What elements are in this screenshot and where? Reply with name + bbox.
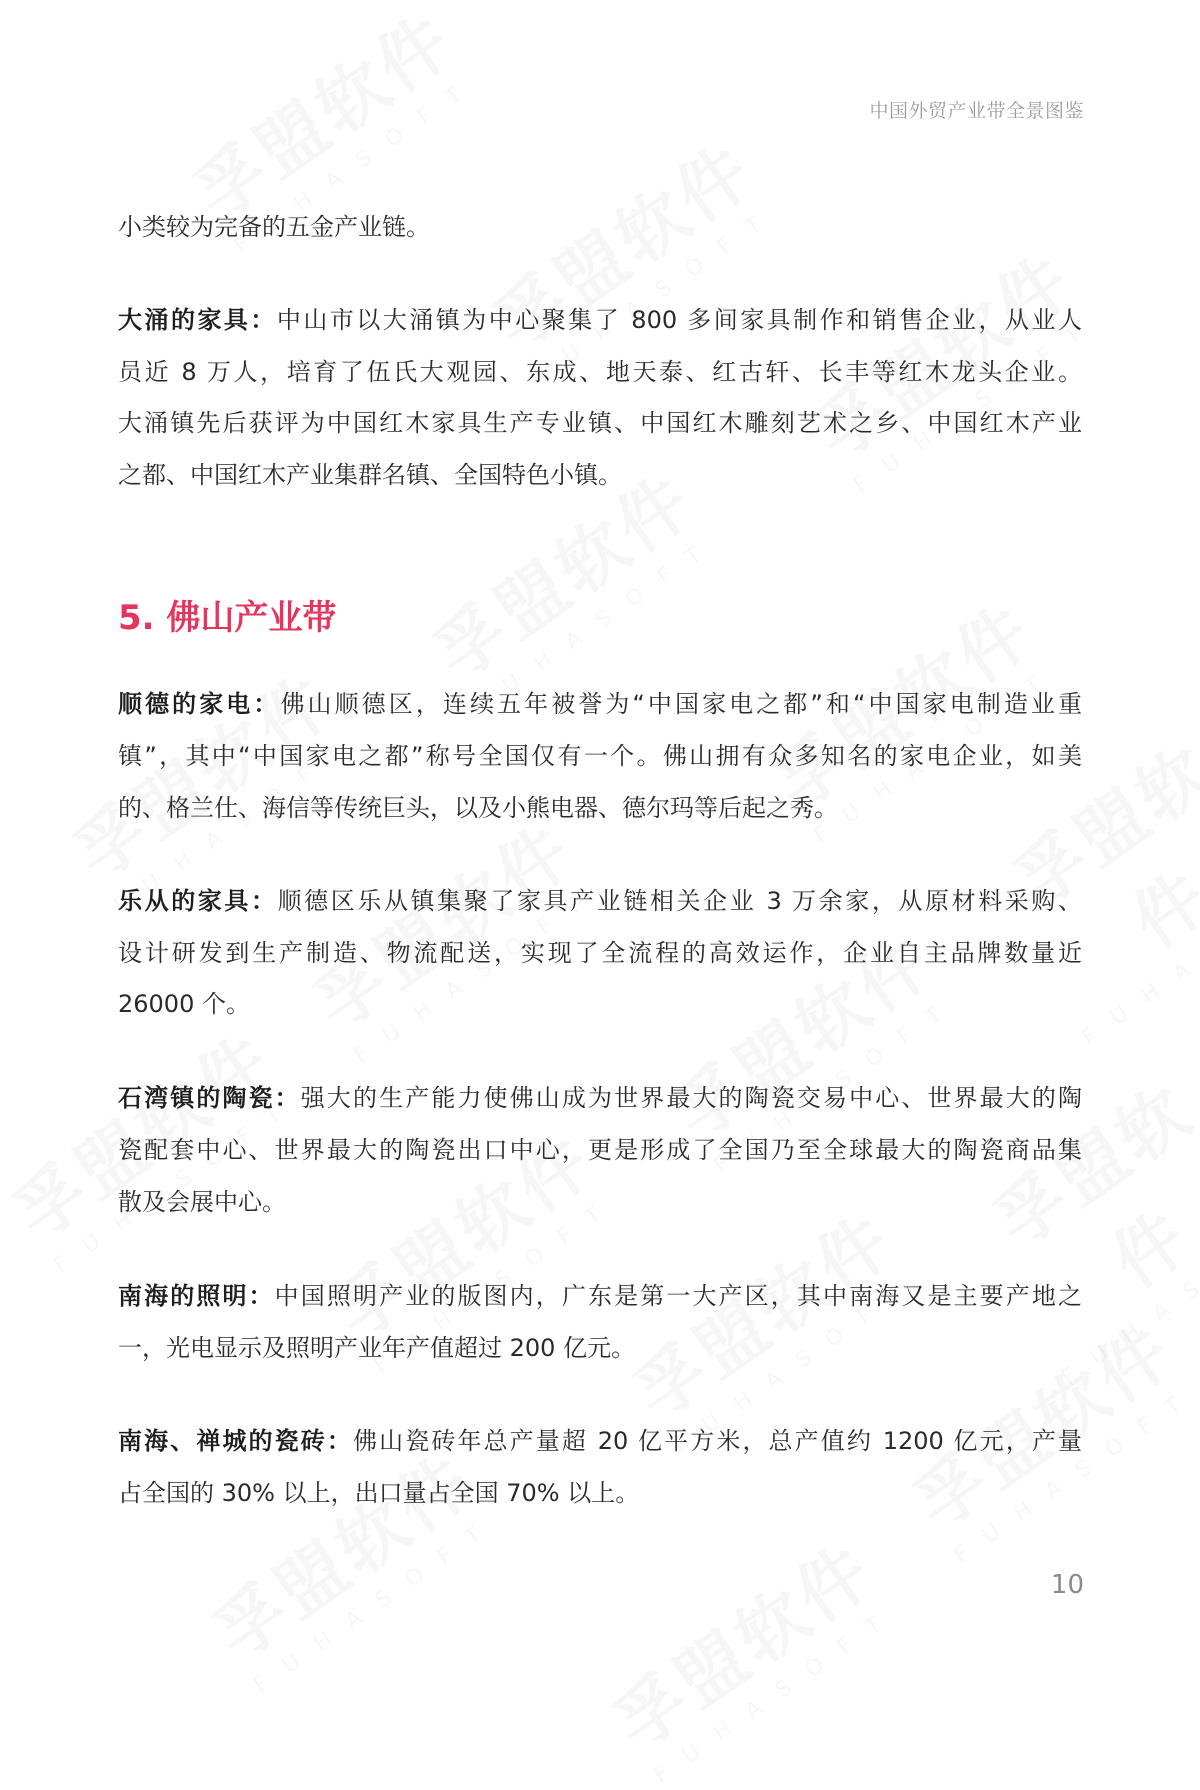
paragraph-line: 散及会展中心。 <box>118 1188 286 1216</box>
paragraph-label: 石湾镇的陶瓷： <box>118 1084 301 1112</box>
running-header: 中国外贸产业带全景图鉴 <box>869 100 1084 122</box>
paragraph-line: 南海的照明：中国照明产业的版图内，广东是第一大产区，其中南海又是主要产地之 <box>118 1282 1083 1310</box>
watermark <box>611 1187 926 1460</box>
paragraph-line: 员近 8 万人，培育了伍氏大观园、东成、地天泰、红古轩、长丰等红木龙头企业。 <box>118 358 1082 386</box>
paragraph-label: 乐从的家具： <box>118 887 278 915</box>
paragraph-line: 占全国的 30% 以上，出口量占全国 70% 以上。 <box>118 1479 640 1507</box>
watermark <box>51 647 366 920</box>
paragraph-line: 乐从的家具：顺德区乐从镇集聚了家具产业链相关企业 3 万余家，从原材料采购、 <box>118 887 1082 915</box>
paragraph-line: 顺德的家电：佛山顺德区，连续五年被誉为“中国家电之都”和“中国家电制造业重 <box>118 690 1082 718</box>
watermark <box>471 117 786 390</box>
paragraph-line: 大涌镇先后获评为中国红木家具生产专业镇、中国红木雕刻艺术之乡、中国红木产业 <box>118 409 1082 437</box>
watermark <box>191 1427 506 1700</box>
section-heading: 5. 佛山产业带 <box>118 598 337 638</box>
paragraph-label: 南海、禅城的瓷砖： <box>118 1427 353 1455</box>
paragraph-line: 一，光电显示及照明产业年产值超过 200 亿元。 <box>118 1334 636 1362</box>
paragraph-line: 之都、中国红木产业集群名镇、全国特色小镇。 <box>118 461 622 489</box>
paragraph-line: 的、格兰仕、海信等传统巨头，以及小熊电器、德尔玛等后起之秀。 <box>118 794 838 822</box>
page-number: 10 <box>1050 1570 1084 1600</box>
paragraph-line: 设计研发到生产制造、物流配送，实现了全流程的高效运作，企业自主品牌数量近 <box>118 939 1082 967</box>
paragraph-label: 大涌的家具： <box>118 306 277 334</box>
paragraph-line: 南海、禅城的瓷砖：佛山瓷砖年总产量超 20 亿平方米，总产值约 1200 亿元，产量 <box>118 1427 1082 1455</box>
paragraph-line: 瓷配套中心、世界最大的陶瓷出口中心，更是形成了全国乃至全球最大的陶瓷商品集 <box>118 1136 1082 1164</box>
paragraph-line: 石湾镇的陶瓷：强大的生产能力使佛山成为世界最大的陶瓷交易中心、世界最大的陶 <box>118 1084 1083 1112</box>
paragraph-line: 镇”，其中“中国家电之都”称号全国仅有一个。佛山拥有众多知名的家电企业，如美 <box>118 742 1082 770</box>
paragraph-label: 南海的照明： <box>118 1282 275 1310</box>
watermark <box>591 1517 906 1790</box>
paragraph-line: 大涌的家具：中山市以大涌镇为中心聚集了 800 多间家具制作和销售企业，从业人 <box>118 306 1082 334</box>
paragraph-label: 顺德的家电： <box>118 690 281 718</box>
intro-line: 小类较为完备的五金产业链。 <box>118 213 430 241</box>
watermark <box>291 797 606 1070</box>
paragraph-line: 26000 个。 <box>118 990 250 1018</box>
